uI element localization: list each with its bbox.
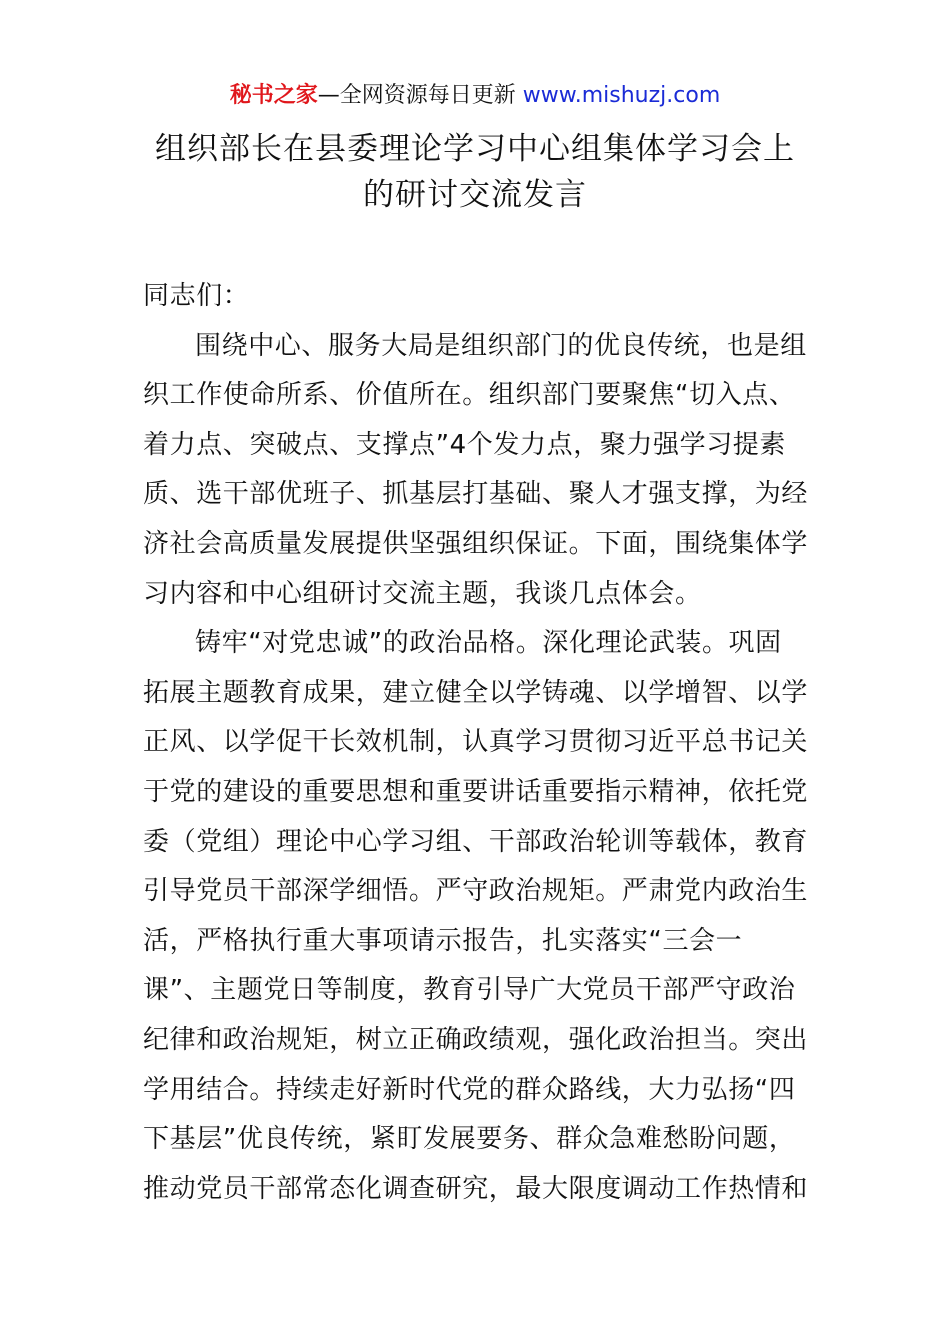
body-line: 铸牢“对党忠诚”的政治品格。深化理论武装。巩固 xyxy=(195,628,782,659)
document-body xyxy=(143,272,811,1214)
body-line: 习内容和中心组研讨交流主题，我谈几点体会。 xyxy=(143,578,702,609)
body-line: 委（党组）理论中心学习组、干部政治轮训等载体，教育 xyxy=(143,826,809,857)
body-line: 织工作使命所系、价值所在。组织部门要聚焦“切入点、 xyxy=(143,380,796,411)
body-line: 质、选干部优班子、抓基层打基础、聚人才强支撑，为经 xyxy=(143,479,809,510)
site-url-link[interactable]: www.mishuzj.com xyxy=(522,83,721,108)
body-line: 着力点、突破点、支撑点”4个发力点，聚力强学习提素 xyxy=(143,429,787,460)
header-tagline: —全网资源每日更新 xyxy=(317,83,523,108)
body-line: 纪律和政治规矩，树立正确政绩观，强化政治担当。突出 xyxy=(143,1024,809,1055)
site-header xyxy=(0,80,950,112)
body-line: 活，严格执行重大事项请示报告，扎实落实“三会一 xyxy=(143,925,743,956)
brand-name: 秘书之家 xyxy=(229,83,318,108)
body-line: 引导党员干部深学细悟。严守政治规矩。严肃党内政治生 xyxy=(143,876,809,907)
salutation: 同志们： xyxy=(143,281,250,311)
body-line: 下基层”优良传统，紧盯发展要务、群众急难愁盼问题， xyxy=(143,1124,796,1155)
body-line: 围绕中心、服务大局是组织部门的优良传统，也是组 xyxy=(195,330,807,361)
body-line: 济社会高质量发展提供坚强组织保证。下面，围绕集体学 xyxy=(143,528,809,559)
body-line: 于党的建设的重要思想和重要讲话重要指示精神，依托党 xyxy=(143,776,809,807)
title-line-1: 组织部长在县委理论学习中心组集体学习会上 xyxy=(155,131,795,167)
body-line: 推动党员干部常态化调查研究，最大限度调动工作热情和 xyxy=(143,1173,809,1204)
document-title xyxy=(120,126,830,218)
body-line: 拓展主题教育成果，建立健全以学铸魂、以学增智、以学 xyxy=(143,677,809,708)
body-line: 课”、主题党日等制度，教育引导广大党员干部严守政治 xyxy=(143,975,796,1006)
title-line-2: 的研讨交流发言 xyxy=(363,177,587,213)
body-line: 正风、以学促干长效机制，认真学习贯彻习近平总书记关 xyxy=(143,727,809,758)
body-line: 学用结合。持续走好新时代党的群众路线，大力弘扬“四 xyxy=(143,1074,796,1105)
